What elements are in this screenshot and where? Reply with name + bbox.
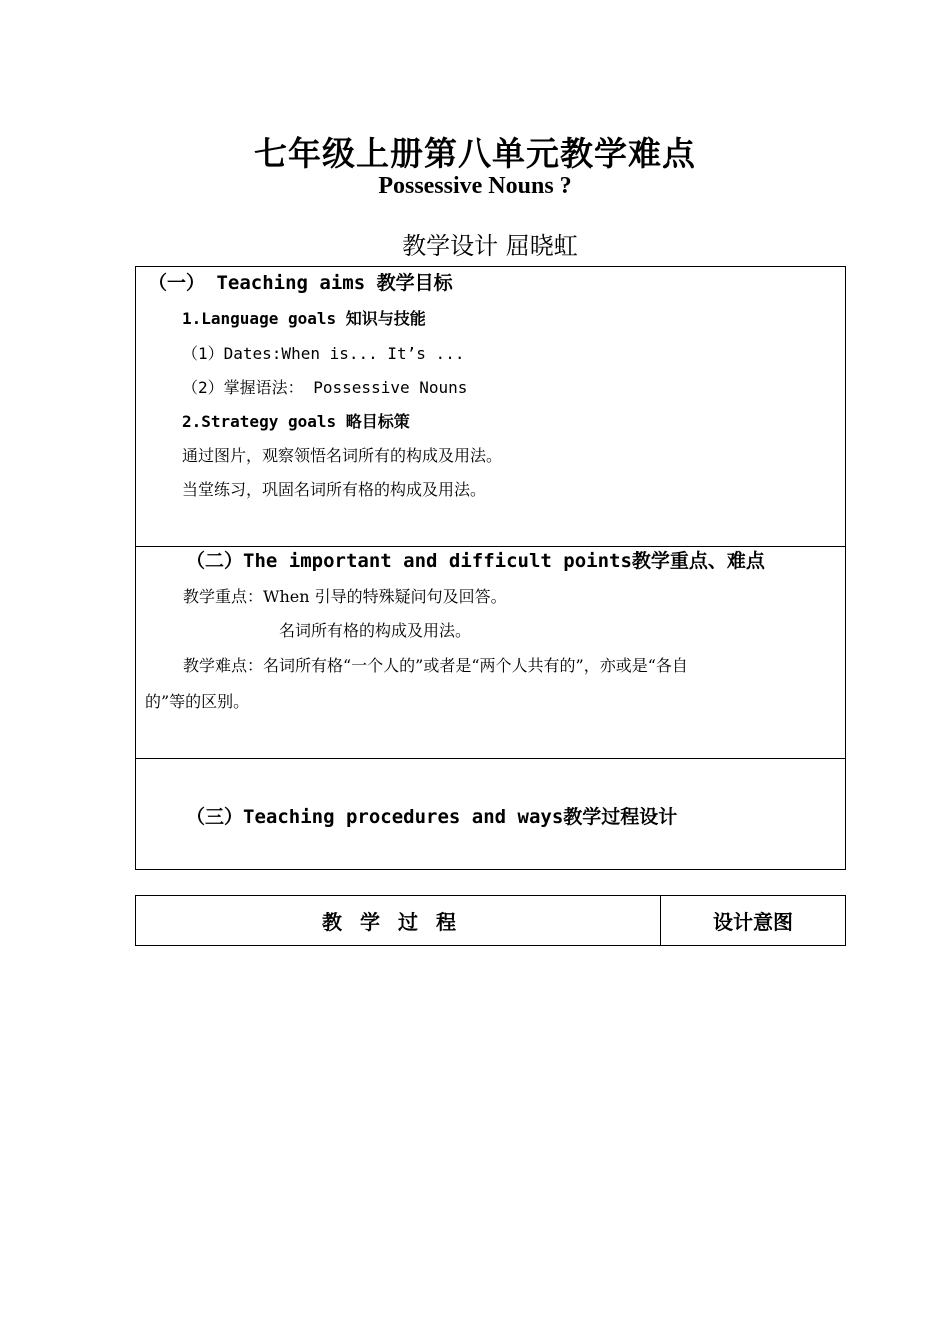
difficulty-line: 教学难点：名词所有格“一个人的”或者是“两个人共有的”，亦或是“各自 [183,656,688,675]
strategy-goal-line: 当堂练习，巩固名词所有格的构成及用法。 [182,480,487,499]
section-heading: （二）The important and difficult points教学重点、难点 [186,550,765,572]
key-point-line: 教学重点：When 引导的特殊疑问句及回答。 [183,587,507,606]
document-title: 七年级上册第八单元教学难点 [254,134,696,173]
section-procedures [135,758,846,870]
procedure-table [135,895,846,946]
author-line: 教学设计 屈晓虹 [402,232,578,260]
section-teaching-aims [135,266,846,547]
key-point-line: 名词所有格的构成及用法。 [279,621,472,640]
section-key-points [135,545,846,759]
difficulty-line: 的”等的区别。 [145,692,250,711]
document-subtitle: Possessive Nouns ? [378,173,572,199]
section-heading: （一） Teaching aims 教学目标 [148,272,453,294]
language-goal-dates: （1）Dates:When is... It’s ... [182,344,465,363]
strategy-goal-line: 通过图片，观察领悟名词所有的构成及用法。 [182,446,503,465]
language-goal-grammar: （2）掌握语法： Possessive Nouns [182,378,468,397]
table-header-process: 教学过程 [136,896,661,945]
strategy-goals-heading: 2.Strategy goals 略目标策 [182,412,410,431]
language-goals-heading: 1.Language goals 知识与技能 [182,309,426,328]
table-header-intent: 设计意图 [713,910,793,934]
section-heading: （三）Teaching procedures and ways教学过程设计 [186,806,678,828]
